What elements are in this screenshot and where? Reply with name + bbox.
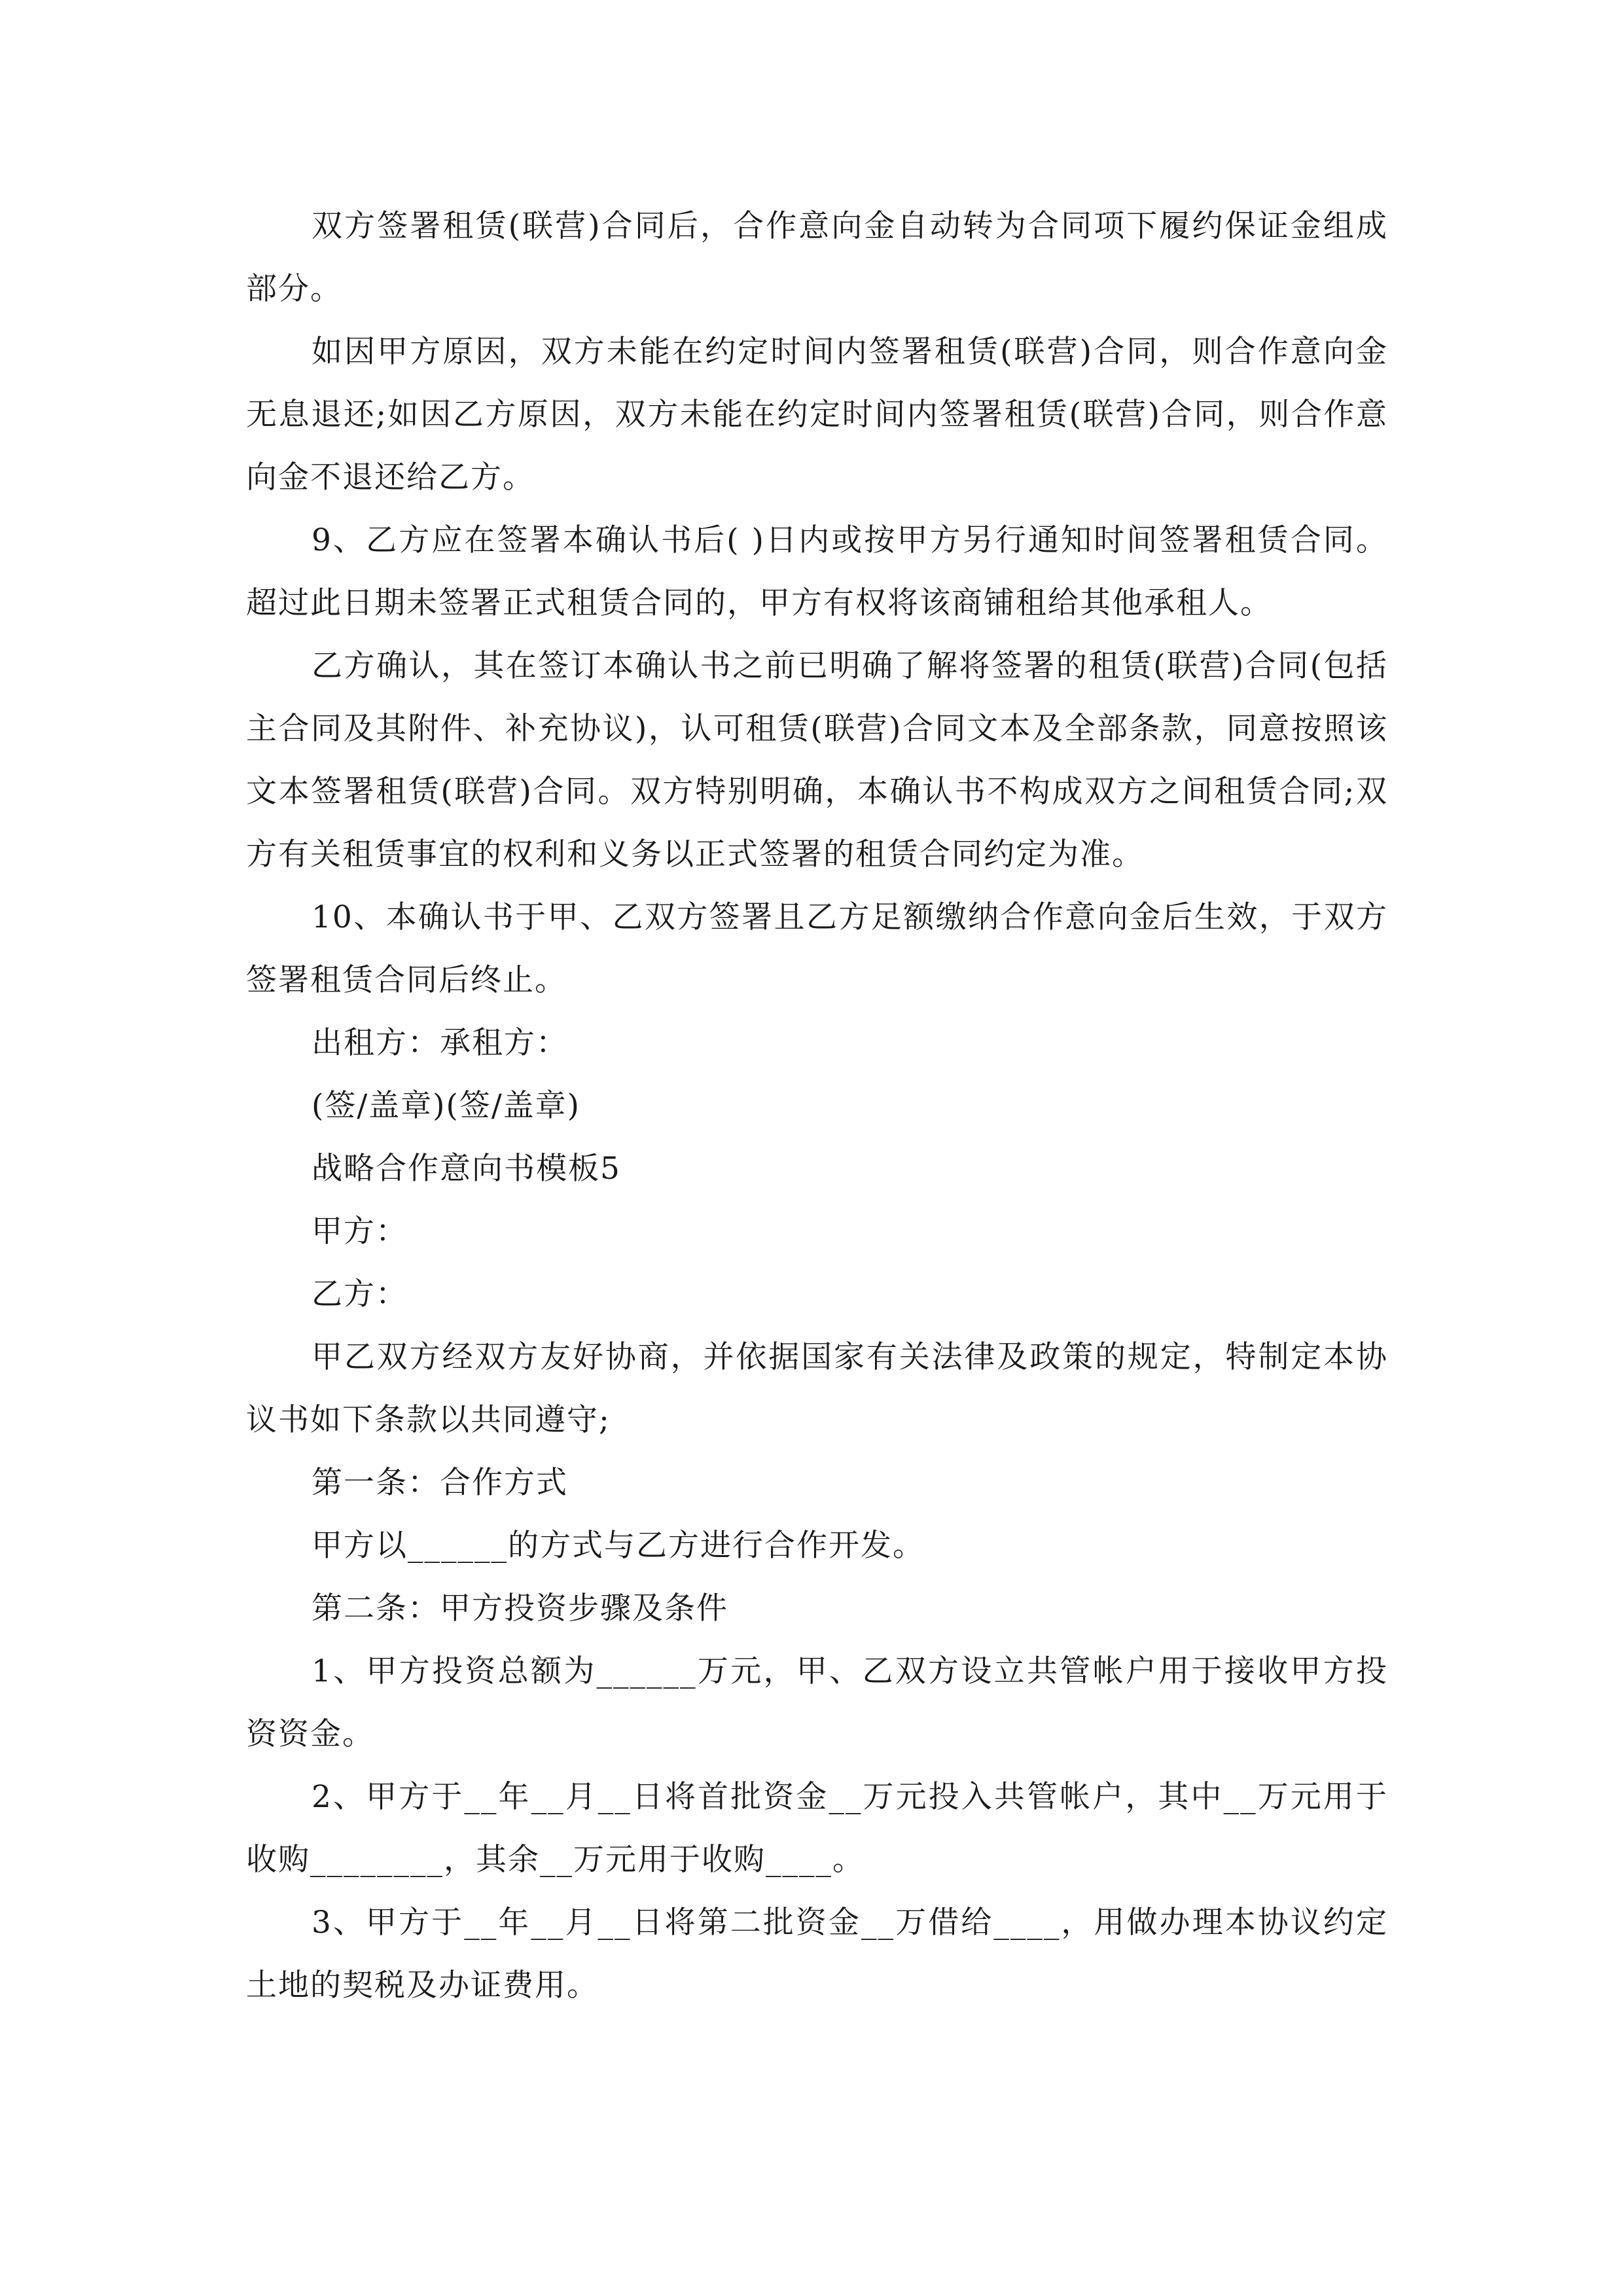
party-b-line: 乙方：: [312, 1276, 408, 1312]
paragraph-clause-10: 10、本确认书于甲、乙双方签署且乙方足额缴纳合作意向金后生效，于双方签署租赁合同后终止。: [246, 899, 1388, 998]
paragraph-guarantee-conversion: 双方签署租赁(联营)合同后，合作意向金自动转为合同项下履约保证金组成部分。: [246, 208, 1388, 307]
party-a-line: 甲方：: [312, 1213, 408, 1249]
document-body: [246, 195, 1388, 2017]
paragraph-first-batch: 2、甲方于__年__月__日将首批资金__万元投入共管帐户，其中__万元用于收购________，其余__万元用于收购____。: [246, 1779, 1388, 1878]
signatory-labels: 出租方：承租方：: [312, 1025, 568, 1061]
paragraph-clause-9: 9、乙方应在签署本确认书后( )日内或按甲方另行通知时间签署租赁合同。超过此日期未签署正式租赁合同的，甲方有权将该商铺租给其他承租人。: [246, 522, 1388, 621]
paragraph-refund-terms: 如因甲方原因，双方未能在约定时间内签署租赁(联营)合同，则合作意向金无息退还;如因乙方原因，双方未能在约定时间内签署租赁(联营)合同，则合作意向金不退还给乙方。: [246, 334, 1388, 495]
paragraph-party-b-confirmation: 乙方确认，其在签订本确认书之前已明确了解将签署的租赁(联营)合同(包括主合同及其附件、补充协议)，认可租赁(联营)合同文本及全部条款，同意按照该文本签署租赁(联营)合同。双方特别明确，本确认书不构成双方之间租赁合同;双方有关租赁事宜的权利和义务以正式签署的租赁合同约定为准。: [246, 648, 1388, 872]
article-2-heading: 第二条：甲方投资步骤及条件: [312, 1590, 728, 1626]
article-1-heading: 第一条：合作方式: [312, 1465, 568, 1501]
paragraph-preamble: 甲乙双方经双方友好协商，并依据国家有关法律及政策的规定，特制定本协议书如下条款以共同遵守;: [246, 1339, 1388, 1438]
template-heading: 战略合作意向书模板5: [312, 1151, 621, 1187]
signature-seal-line: (签/盖章)(签/盖章): [312, 1088, 581, 1124]
paragraph-second-batch: 3、甲方于__年__月__日将第二批资金__万借给____，用做办理本协议约定土地的契税及办证费用。: [246, 1905, 1388, 2003]
paragraph-investment-total: 1、甲方投资总额为______万元，甲、乙双方设立共管帐户用于接收甲方投资资金。: [246, 1653, 1388, 1752]
paragraph-cooperation-mode: 甲方以______的方式与乙方进行合作开发。: [312, 1528, 925, 1564]
